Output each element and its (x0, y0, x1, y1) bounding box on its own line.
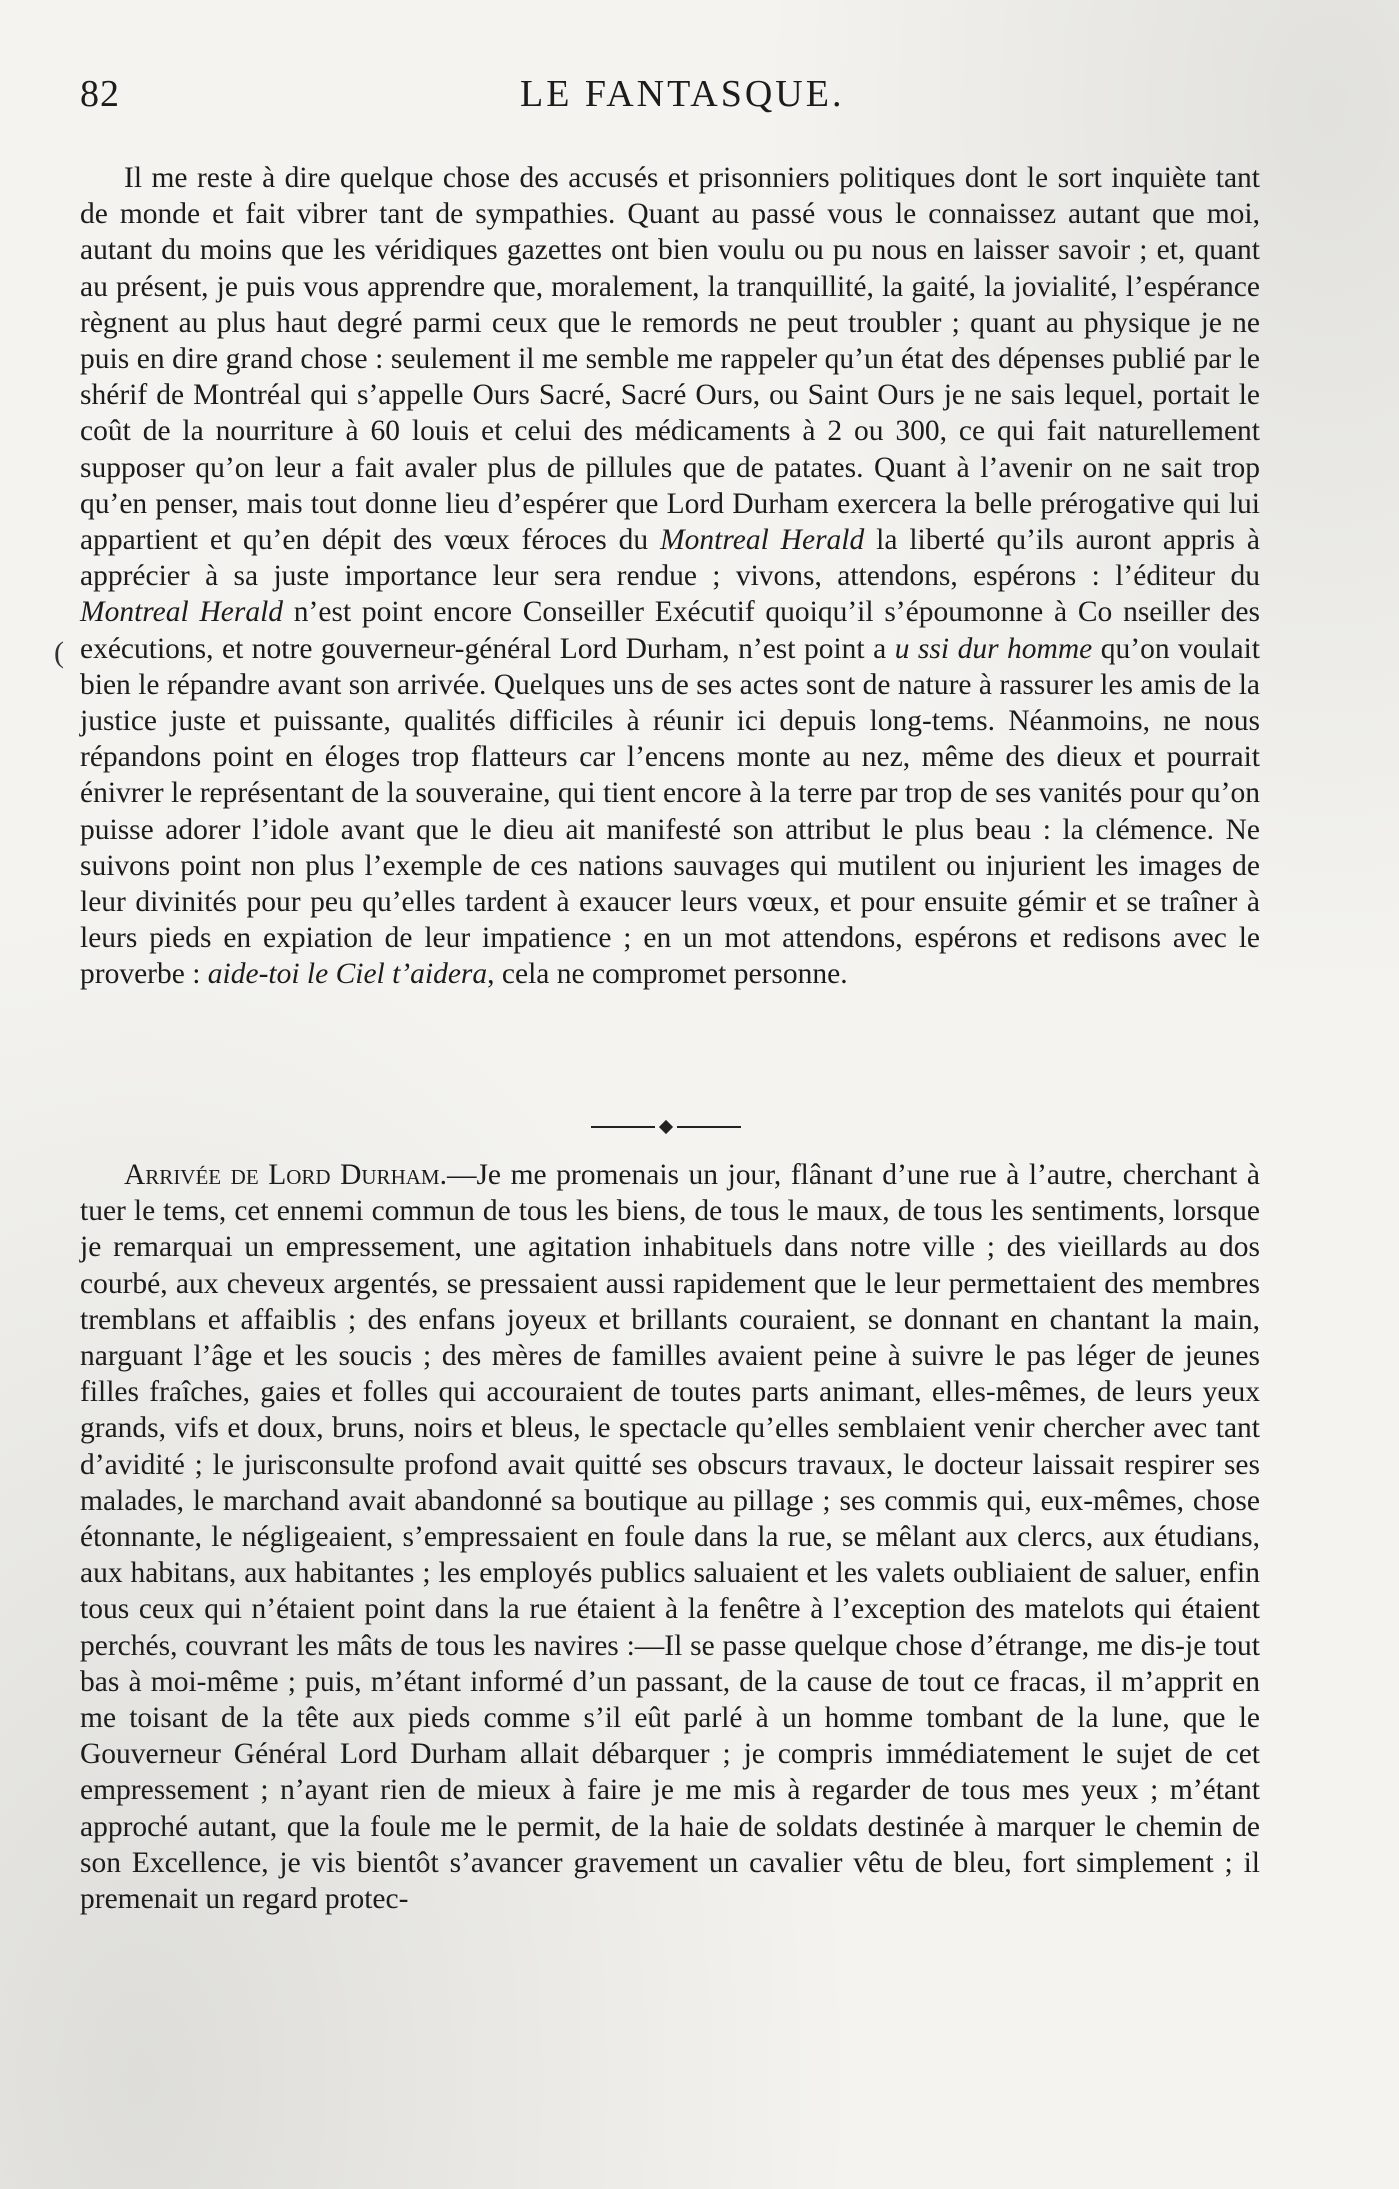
separator-line-left (591, 1126, 655, 1128)
separator-line-right (677, 1126, 741, 1128)
article1-text: Il me reste à dire quelque chose des accusés et prisonniers politiques dont le sort inquiète tant de monde et fait vibrer tant de sympathies. Quant au passé vous le connaissez autant que moi, autant du moins que les véridiques gazettes ont bien voulu ou pu nous en laisser savoir ; et, quant au présent, je puis vous apprendre que, moralement, la tranquillité, la gaité, la jovialité, l’espérance règnent au plus haut degré parmi ceux que le remords ne peut troubler ; quant au physique je ne puis en dire grand chose : seulement il me semble me rappeler qu’un état des dépenses publié par le shérif de Montréal qui s’appelle Ours Sacré, Sacré Ours, ou Saint Ours je ne sais lequel, portait le coût de la nourriture à 60 louis et celui des médicaments à 2 ou 300, ce qui fait naturellement supposer qu’on leur a fait avaler plus de pillules que de patates. Quant à l’avenir on ne sait trop qu’en penser, mais tout donne lieu d’espérer que Lord Durham exercera la belle prérogative qui lui appartient et qu’en dépit des vœux féroces du (80, 162, 1260, 557)
article1-italic-proverb: aide-toi le Ciel t’aidera (207, 958, 488, 991)
article1-text3: n’est point encore Conseiller Exécutif quoiqu’il s’époumonne à Co nseiller des exécutions, et notre gouverneur-général Lord Durham, n’est point a (80, 596, 1260, 665)
article-arrival-lord-durham (80, 1157, 1260, 1917)
article1-italic-montreal-herald: Montreal Herald (660, 524, 865, 557)
section-separator (591, 1122, 741, 1132)
article-political-prisoners (80, 160, 1260, 993)
article1-italic-montreal-herald-2: Montreal Herald (80, 596, 284, 629)
article2-heading: Arrivée de Lord Durham. (124, 1159, 447, 1191)
page-header (80, 72, 1260, 122)
running-title: LE FANTASQUE. (520, 73, 845, 115)
article2-text: —Je me promenais un jour, flânant d’une rue à l’autre, cherchant à tuer le tems, cet ennemi commun de tous les biens, de tous le maux, de tous les sentiments, lorsque je remarquai un empressement, une agitation inhabituels dans notre ville ; des vieillards au dos courbé, aux cheveux argentés, se pressaient aussi rapidement que le leur permettaient des membres tremblans et affaiblis ; des enfans joyeux et brillants couraient, se donnant en chantant la main, narguant l’âge et les soucis ; des mères de familles avaient peine à suivre le pas léger de jeunes filles fraîches, gaies et folles qui accouraient de toutes parts animant, elles-mêmes, de leurs yeux grands, vifs et doux, bruns, noirs et bleus, le spectacle qu’elles semblaient venir chercher avec tant d’avidité ; le jurisconsulte profond avait quitté ses obscurs travaux, le docteur laissait respirer ses malades, le marchand avait abandonné sa boutique au pillage ; ses commis qui, eux-mêmes, chose étonnante, le négligeaient, s’empressaient en foule dans la rue, se mêlant aux clercs, aux étudians, aux habitans, aux habitantes ; les employés publics saluaient et les valets oubliaient de saluer, enfin tous ceux qui n’étaient point dans la rue étaient à la fenêtre à l’exception des matelots qui étaient perchés, couvrant les mâts de tous les navires :—Il se passe quelque chose d’étrange, me dis-je tout bas à moi-même ; puis, m’étant informé d’un passant, de la cause de tout ce fracas, il m’apprit en me toisant de la tête aux pieds comme s’il eût parlé à un homme tombant de la lune, que le Gouverneur Général Lord Durham allait débarquer ; je compris immédiatement le sujet de cet empressement ; n’ayant rien de mieux à faire je me mis à regarder de tous mes yeux ; m’étant approché autant, que la foule me le permit, de la haie de soldats destinée à marquer le chemin de son Excellence, je vis bientôt s’avancer gravement un cavalier vêtu de bleu, fort simplement ; il premenait un regard protec- (80, 1159, 1260, 1916)
separator-ornament (659, 1120, 673, 1134)
article1-text4: qu’on voulait bien le répandre avant son arrivée. Quelques uns de ses actes sont de nature à rassurer les amis de la justice juste et puissante, qualités difficiles à réunir ici depuis long-tems. Néanmoins, ne nous répandons point en éloges trop flatteurs car l’encens monte au nez, même des dieux et pourrait énivrer le représentant de la souveraine, qui tient encore à la terre par trop de ses vanités pour qu’on puisse adorer l’idole avant que le dieu ait manifesté son attribut le plus beau : la clémence. Ne suivons point non plus l’exemple de ces nations sauvages qui mutilent ou injurient les images de leur divinités pour peu qu’elles tardent à exaucer leurs vœux, et pour ensuite gémir et se traîner à leurs pieds en expiation de leur impatience ; en un mot attendons, espérons et redisons avec le proverbe : (80, 632, 1260, 991)
page-number: 82 (80, 73, 120, 115)
margin-mark: ( (54, 636, 64, 669)
article1-italic-dur-homme: u ssi dur homme (894, 632, 1093, 665)
article1-text2: la liberté qu’ils auront appris à apprécier à sa juste importance leur sera rendue ; vivons, attendons, espérons : l’éditeur du (80, 524, 1260, 593)
article1-text5: , cela ne compromet personne. (487, 958, 848, 991)
